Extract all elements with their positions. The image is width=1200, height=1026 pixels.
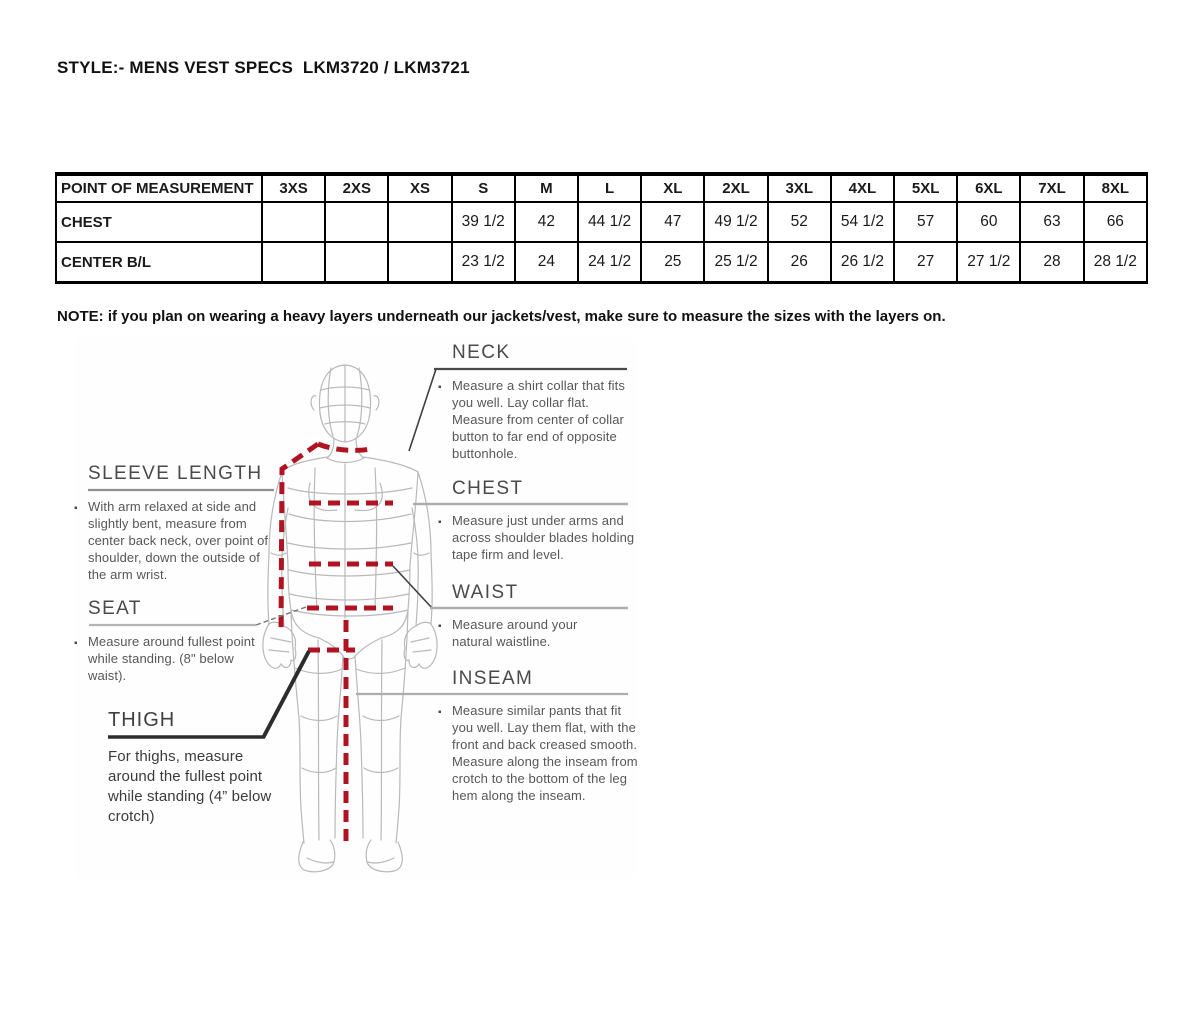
section-text-waist: ▪ Measure around your natural waistline. — [438, 617, 578, 649]
header-size: XS — [388, 174, 451, 202]
section-text-neck: ▪ Measure a shirt collar that fits you well. Lay collar flat. Measure from center of collar button to far end of opposite buttonhole. — [438, 378, 625, 461]
cell-value: 26 1/2 — [831, 242, 894, 283]
body-wireframe — [263, 365, 437, 872]
bullet-square-icon: ▪ — [438, 621, 442, 632]
header-size: S — [452, 174, 515, 202]
cell-value: 28 1/2 — [1084, 242, 1147, 283]
header-size: 2XL — [704, 174, 767, 202]
cell-value — [388, 242, 451, 283]
page-title: STYLE:- MENS VEST SPECS LKM3720 / LKM3721 — [57, 58, 470, 77]
size-spec-table — [55, 172, 1148, 284]
section-text-inseam: ▪ Measure similar pants that fit you well. Lay them flat, with the front and back creased smooth. Measure along the inseam from crotch to the bottom of the leg hem along the inseam. — [438, 703, 638, 803]
row-label: CENTER B/L — [56, 242, 262, 283]
header-size: 6XL — [957, 174, 1020, 202]
cell-value: 47 — [641, 202, 704, 242]
header-size: M — [515, 174, 578, 202]
header-size: 4XL — [831, 174, 894, 202]
cell-value: 63 — [1020, 202, 1083, 242]
neck-callout-line — [409, 369, 436, 451]
cell-value: 57 — [894, 202, 957, 242]
section-title-waist: WAIST — [452, 582, 519, 603]
header-size: 3XS — [262, 174, 325, 202]
cell-value: 49 1/2 — [704, 202, 767, 242]
cell-value — [325, 202, 388, 242]
cell-value: 52 — [768, 202, 831, 242]
cell-value: 60 — [957, 202, 1020, 242]
bullet-square-icon: ▪ — [438, 382, 442, 393]
cell-value: 44 1/2 — [578, 202, 641, 242]
waist-callout-line — [393, 566, 432, 608]
cell-value: 25 1/2 — [704, 242, 767, 283]
section-title-chest: CHEST — [452, 478, 524, 499]
note-text: NOTE: if you plan on wearing a heavy layers underneath our jackets/vest, make sure to measure the sizes with the layers on. — [57, 308, 946, 325]
bullet-square-icon: ▪ — [438, 707, 442, 718]
section-title-thigh: THIGH — [108, 709, 176, 731]
section-title-inseam: INSEAM — [452, 668, 534, 689]
table-row-center-bl — [56, 242, 1147, 283]
section-text-thigh: For thighs, measure around the fullest point while standing (4” below crotch) — [108, 748, 272, 825]
cell-value — [262, 242, 325, 283]
section-title-neck: NECK — [452, 342, 511, 363]
table-row-chest — [56, 202, 1147, 242]
header-size: 7XL — [1020, 174, 1083, 202]
cell-value: 26 — [768, 242, 831, 283]
cell-value: 66 — [1084, 202, 1147, 242]
neck-measure-line — [318, 444, 371, 450]
cell-value — [325, 242, 388, 283]
cell-value: 42 — [515, 202, 578, 242]
thigh-callout-line — [263, 651, 309, 738]
cell-value: 27 1/2 — [957, 242, 1020, 283]
table-header-row — [56, 174, 1147, 202]
bullet-square-icon: ▪ — [438, 517, 442, 528]
cell-value — [388, 202, 451, 242]
header-size: XL — [641, 174, 704, 202]
cell-value: 25 — [641, 242, 704, 283]
header-size: 3XL — [768, 174, 831, 202]
measurement-diagram — [75, 338, 637, 878]
bullet-square-icon: ▪ — [74, 503, 78, 514]
header-size: 2XS — [325, 174, 388, 202]
cell-value: 24 1/2 — [578, 242, 641, 283]
section-text-sleeve-length: ▪ With arm relaxed at side and slightly bent, measure from center back neck, over point of shoulder, down the outside of the arm wrist. — [74, 499, 269, 582]
bullet-square-icon: ▪ — [74, 638, 78, 649]
section-text-chest: ▪ Measure just under arms and across shoulder blades holding tape firm and level. — [438, 513, 635, 562]
cell-value — [262, 202, 325, 242]
cell-value: 24 — [515, 242, 578, 283]
cell-value: 54 1/2 — [831, 202, 894, 242]
cell-value: 28 — [1020, 242, 1083, 283]
header-size: 8XL — [1084, 174, 1147, 202]
section-title-seat: SEAT — [88, 598, 142, 619]
header-size: 5XL — [894, 174, 957, 202]
cell-value: 39 1/2 — [452, 202, 515, 242]
cell-value: 23 1/2 — [452, 242, 515, 283]
header-size: L — [578, 174, 641, 202]
cell-value: 27 — [894, 242, 957, 283]
header-point-of-measurement: POINT OF MEASUREMENT — [56, 174, 262, 202]
section-text-seat: ▪ Measure around fullest point while standing. (8" below waist). — [74, 634, 255, 683]
row-label: CHEST — [56, 202, 262, 242]
section-title-sleeve-length: SLEEVE LENGTH — [88, 463, 263, 484]
